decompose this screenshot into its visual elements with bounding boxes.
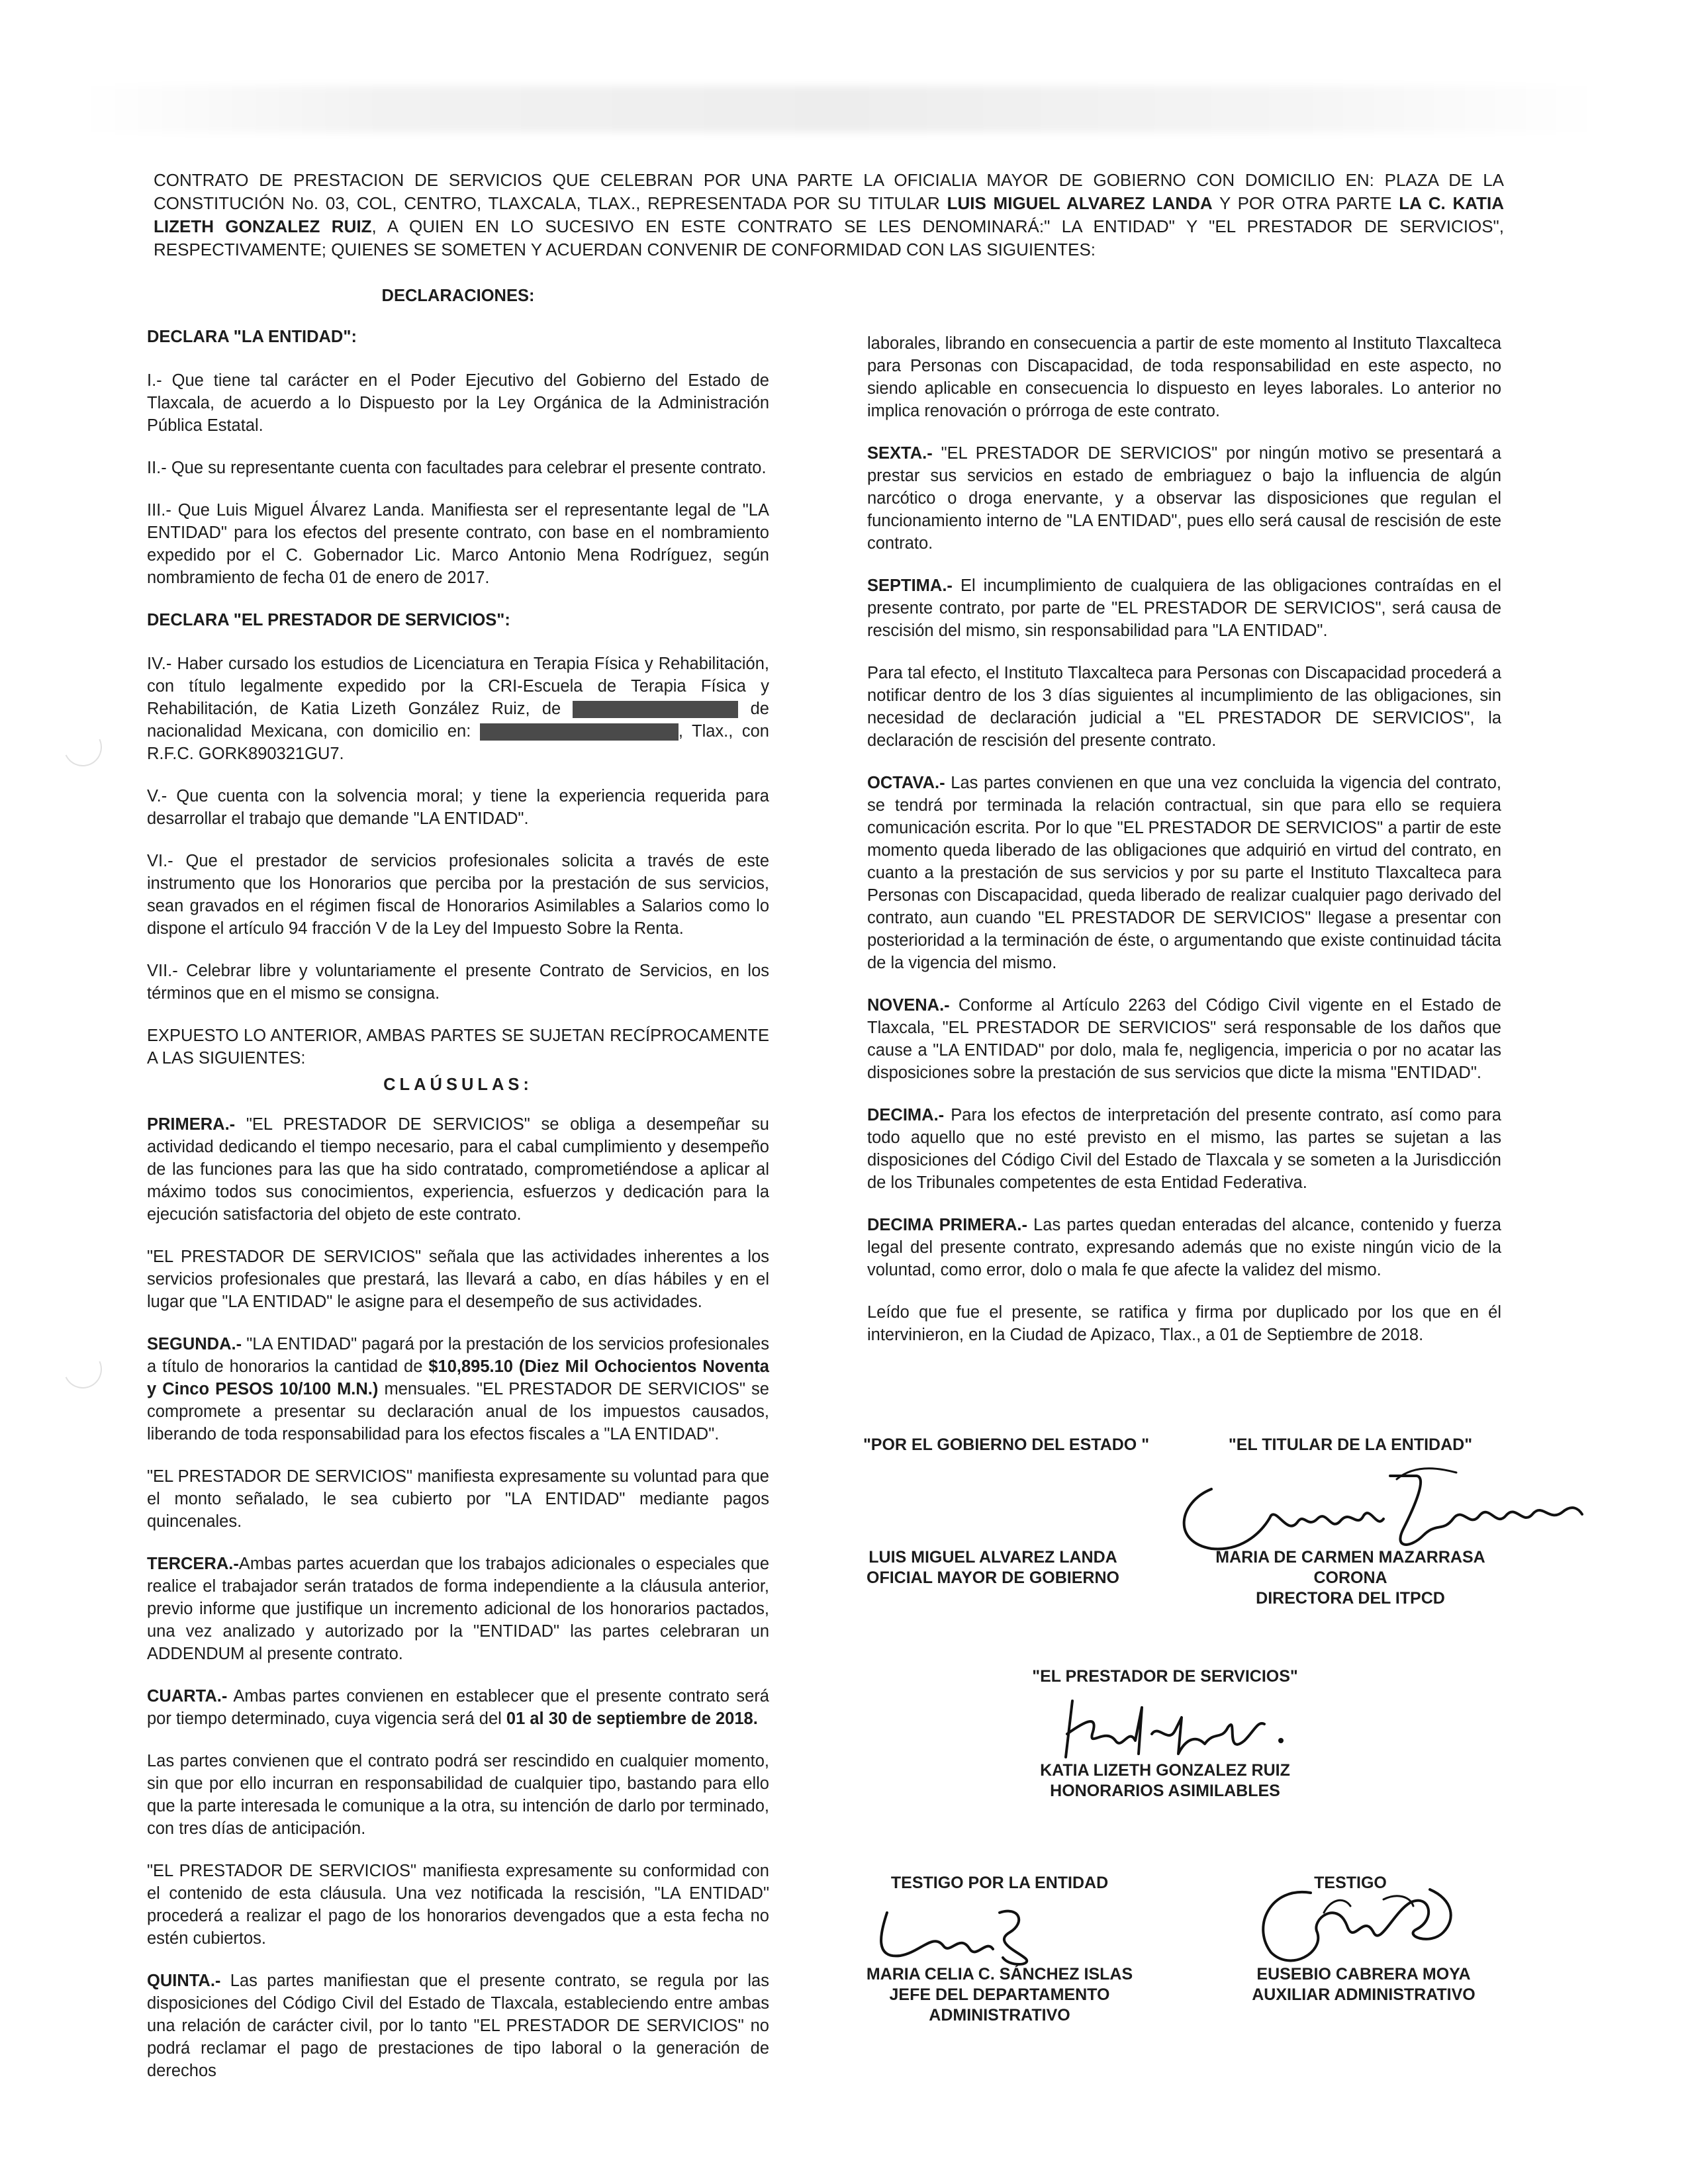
clausula-tercera-text: Ambas partes acuerdan que los trabajos adicionales o especiales que realice el trabajador serán tratados de forma independiente a la cláusula anterior, previo informe que justifique un incremento adicional de los honorarios pactados, una vez analizado y autorizado por la "ENTIDAD" las partes celebraran un ADDENDUM al presente contrato. (147, 1555, 769, 1663)
scan-artifact-band (79, 86, 1602, 132)
clausulas-title: CLAÚSULAS: (383, 1075, 533, 1094)
celia-title-line-2: ADMINISTRATIVO (929, 2006, 1070, 2025)
clausula-segunda-amount: $10,895.10 (Diez Mil Ochocientos Noventa y Cinco PESOS 10/100 M.N.) (147, 1357, 769, 1398)
clausula-septima-b: Para tal efecto, el Instituto Tlaxcalteca para Personas con Discapacidad procederá a notificar dentro de los 3 días siguientes al incumplimiento de las obligaciones, sin necesidad de declaración judicial a "EL PRESTADOR DE SERVICIOS", la declaración de rescisión del presente contrato. (867, 664, 1501, 750)
celia-title-line-1: JEFE DEL DEPARTAMENTO (889, 1985, 1110, 2004)
luis-name: LUIS MIGUEL ALVAREZ LANDA (868, 1548, 1117, 1567)
leido-text: Leído que fue el presente, se ratifica y firma por duplicado por los que en él intervinieron, en la Ciudad de Apizaco, Tlax., a 01 de Septiembre de 2018. (867, 1303, 1501, 1344)
clausula-quinta-label: QUINTA.- (147, 1972, 221, 1990)
testigo-heading: TESTIGO (1314, 1874, 1387, 1892)
declara-prestador-heading: DECLARA "EL PRESTADOR DE SERVICIOS": (147, 611, 510, 629)
clausula-decima-primera (867, 1214, 1501, 1281)
clausula-segunda-text-b: mensuales. "EL PRESTADOR DE SERVICIOS" se compromete a presentar su declaración anual de los impuestos causados, liberando de toda responsabilidad para los efectos fiscales a "LA ENTIDAD". (147, 1380, 769, 1443)
clausula-octava-label: OCTAVA.- (867, 774, 945, 792)
declaracion-iv (147, 653, 769, 765)
declaraciones-title: DECLARACIONES: (381, 287, 535, 305)
clausula-cuarta (147, 1685, 769, 1730)
clausula-sexta-label: SEXTA.- (867, 444, 933, 463)
katia-signature-icon (1053, 1694, 1317, 1767)
clausula-segunda-text-a: "LA ENTIDAD" pagará por la prestación de los servicios profesionales a título de honorarios la cantidad de (147, 1335, 769, 1376)
left-column (147, 285, 769, 2102)
intro-name-luis: LUIS MIGUEL ALVAREZ LANDA (947, 193, 1213, 213)
eusebio-signature-icon (1231, 1873, 1470, 1979)
eusebio-name: EUSEBIO CABRERA MOYA (1256, 1965, 1471, 1983)
testigo-entidad-heading: TESTIGO POR LA ENTIDAD (890, 1874, 1109, 1892)
clausula-segunda-label: SEGUNDA.- (147, 1335, 242, 1353)
intro-text-3: , A QUIEN EN LO SUCESIVO EN ESTE CONTRATO SE LES DENOMINARÁ:" LA ENTIDAD" Y "EL PRESTADOR DE SERVICIOS", RESPECTIVAMENTE; QUIENES SE SOMETEN Y ACUERDAN CONVENIR DE CONFORMIDAD CON LAS SIGUIENTES: (154, 216, 1504, 259)
signatory-eusebio (1218, 1964, 1509, 2005)
redaction-bar-address (480, 723, 679, 741)
maria-name-line-2: CORONA (1313, 1569, 1387, 1587)
eusebio-title: AUXILIAR ADMINISTRATIVO (1252, 1985, 1476, 2004)
clausula-decima-text: Para los efectos de interpretación del presente contrato, así como para todo aquello que no esté previsto en el mismo, las partes se sujetan a las disposiciones del Código Civil del Estado de Tlaxcala y se someten a la Jurisdicción de los Tribunales competentes de esta Entidad Federativa. (867, 1106, 1501, 1192)
signatory-maria (1192, 1547, 1509, 1609)
clausula-tercera (147, 1553, 769, 1665)
clausula-cuarta-b: Las partes convienen que el contrato podrá ser rescindido en cualquier momento, sin que por ello incurran en responsabilidad de cualquier tipo, bastando para ello que la parte interesada le comunique a la otra, su intención de darlo por terminado, con tres días de anticipación. (147, 1752, 769, 1838)
clausula-segunda-c: "EL PRESTADOR DE SERVICIOS" manifiesta expresamente su voluntad para que el monto señalado, le sea cubierto por "LA ENTIDAD" mediante pagos quincenales. (147, 1467, 769, 1531)
clausula-primera-label: PRIMERA.- (147, 1115, 236, 1134)
clausula-decima (867, 1104, 1501, 1194)
clausula-septima-text: El incumplimiento de cualquiera de las obligaciones contraídas en el presente contrato, por parte de "EL PRESTADOR DE SERVICIOS", será causa de rescisión del mismo, sin responsabilidad para "LA ENTIDAD". (867, 576, 1501, 640)
declaracion-iv-text-b: de nacionalidad Mexicana, con domicilio en: (147, 700, 769, 741)
declaracion-iv-text-c: , Tlax., con R.F.C. GORK890321GU7. (147, 722, 769, 763)
signatory-katia (980, 1760, 1350, 1801)
clausula-sexta (867, 442, 1501, 555)
clausula-sexta-text: "EL PRESTADOR DE SERVICIOS" por ningún motivo se presentará a prestar sus servicios en estado de embriaguez o bajo la influencia de algún narcótico o droga enervante, y a observar las disposiciones que regulan el funcionamiento interno de "LA ENTIDAD", pues ello será causal de rescisión de este contrato. (867, 444, 1501, 553)
declaracion-iv-text-a: IV.- Haber cursado los estudios de Licenciatura en Terapia Física y Rehabilitación, con título legalmente expedido por la CRI-Escuela de Terapia Física y Rehabilitación, de Katia Lizeth González Ruiz, de (147, 655, 769, 718)
clausula-cuarta-c: "EL PRESTADOR DE SERVICIOS" manifiesta expresamente su conformidad con el contenido de esta cláusula. Una vez notificada la rescisión, "LA ENTIDAD" procederá a realizar el pago de los honorarios devengados que a esta fecha no estén cubiertos. (147, 1862, 769, 1948)
gobierno-heading: "POR EL GOBIERNO DEL ESTADO " (863, 1435, 1150, 1454)
clausula-quinta (147, 1970, 769, 2082)
clausula-octava-text: Las partes convienen en que una vez concluida la vigencia del contrato, se tendrá por terminada la relación contractual, sin que para ello se requiera comunicación escrita. Por lo que "EL PRESTADOR DE SERVICIOS" a partir de este momento queda liberado de las obligaciones que adquirió en virtud del contrato, en cuanto a la prestación de sus servicios y por su parte el Instituto Tlaxcalteca para Personas con Discapacidad, queda liberado de realizar cualquier pago derivado del contrato, aun cuando "EL PRESTADOR DE SERVICIOS" llegase a presentar con posterioridad a la terminación de éste, o argumentando que existe continuidad tácita de la vigencia del mismo. (867, 774, 1501, 972)
clausula-tercera-label: TERCERA.- (147, 1555, 239, 1573)
right-column (867, 332, 1501, 1366)
clausula-novena-text: Conforme al Artículo 2263 del Código Civil vigente en el Estado de Tlaxcala, "EL PRESTADOR DE SERVICIOS" será responsable de los daños que cause a "LA ENTIDAD" por dolo, mala fe, negligencia, impericia o por no acatar las disposiciones sobre la prestación de sus servicios que dicte la misma "ENTIDAD". (867, 996, 1501, 1082)
clausula-cuarta-label: CUARTA.- (147, 1687, 228, 1706)
katia-name: KATIA LIZETH GONZALEZ RUIZ (1040, 1761, 1290, 1780)
clausula-primera-text: "EL PRESTADOR DE SERVICIOS" se obliga a desempeñar su actividad dedicando el tiempo necesario, para el cabal cumplimiento y desempeño de las funciones para las que ha sido contratado, comprometiéndose a aplicar al máximo todos sus conocimientos, experiencia, esfuerzos y dedicación para la ejecución satisfactoria del objeto de este contrato. (147, 1115, 769, 1224)
intro-name-katia: LA C. KATIA LIZETH GONZALEZ RUIZ (154, 193, 1504, 236)
celia-name: MARIA CELIA C. SÁNCHEZ ISLAS (866, 1965, 1133, 1983)
katia-title: HONORARIOS ASIMILABLES (1050, 1782, 1280, 1800)
clausula-primera (147, 1113, 769, 1226)
maria-signature-icon (1165, 1449, 1589, 1562)
declaracion-vi: VI.- Que el prestador de servicios profesionales solicita a través de este instrumento que los Honorarios que perciba por la prestación de sus servicios, sean gravados en el régimen fiscal de Honorarios Asimilables a Salarios como lo dispone el artículo 94 fracción V de la Ley del Impuesto Sobre la Renta. (147, 852, 769, 938)
declaracion-v: V.- Que cuenta con la solvencia moral; y tiene la experiencia requerida para desarrollar el trabajo que demande "LA ENTIDAD". (147, 787, 769, 828)
clausula-decima-primera-text: Las partes quedan enteradas del alcance, contenido y fuerza legal del presente contrato, expresando además que no existe ningún vicio de la voluntad, como error, dolo o mala fe que afecte la validez del mismo. (867, 1216, 1501, 1279)
prestador-heading: "EL PRESTADOR DE SERVICIOS" (1032, 1667, 1298, 1686)
punch-hole-mark-upper (58, 723, 107, 772)
clausula-cuarta-dates: 01 al 30 de septiembre de 2018. (506, 1709, 758, 1728)
clausula-primera-b: "EL PRESTADOR DE SERVICIOS" señala que las actividades inherentes a los servicios profesionales que prestará, las llevará a cabo, en días hábiles y en el lugar que "LA ENTIDAD" le asigne para el desempeño de sus actividades. (147, 1248, 769, 1311)
clausula-decima-label: DECIMA.- (867, 1106, 945, 1124)
clausula-novena (867, 994, 1501, 1084)
clausula-novena-label: NOVENA.- (867, 996, 950, 1015)
signatory-luis (834, 1547, 1152, 1588)
clausula-octava (867, 772, 1501, 974)
contract-intro (154, 169, 1504, 261)
declaracion-ii: II.- Que su representante cuenta con facultades para celebrar el presente contrato. (147, 459, 767, 477)
expuesto-text: EXPUESTO LO ANTERIOR, AMBAS PARTES SE SUJETAN RECÍPROCAMENTE A LAS SIGUIENTES: (147, 1026, 769, 1068)
intro-text-1: CONTRATO DE PRESTACION DE SERVICIOS QUE CELEBRAN POR UNA PARTE LA OFICIALIA MAYOR DE GOBIERNO CON DOMICILIO EN: PLAZA DE LA CONSTITUCIÓN No. 03, COL, CENTRO, TLAXCALA, TLAX., REPRESENTADA POR SU TITULAR (154, 170, 1504, 213)
clausula-quinta-text: Las partes manifiestan que el presente contrato, se regula por las disposiciones del Código Civil del Estado de Tlaxcala, estableciendo entre ambas una relación de carácter civil, por lo tanto "EL PRESTADOR DE SERVICIOS" no podrá reclamar el pago de prestaciones de tipo laboral o la generación de derechos (147, 1972, 769, 2080)
celia-signature-icon (861, 1893, 1086, 1972)
declaracion-vii: VII.- Celebrar libre y voluntariamente el presente Contrato de Servicios, en los términos que en el mismo se consigna. (147, 962, 769, 1003)
clausula-quinta-continued: laborales, librando en consecuencia a partir de este momento al Instituto Tlaxcalteca para Personas con Discapacidad, de toda responsabilidad en este aspecto, no siendo aplicable en consecuencia lo dispuesto en leyes laborales. Lo anterior no implica renovación o prórroga de este contrato. (867, 334, 1501, 420)
luis-title: OFICIAL MAYOR DE GOBIERNO (867, 1569, 1119, 1587)
clausula-decima-primera-label: DECIMA PRIMERA.- (867, 1216, 1027, 1234)
declara-entidad-heading: DECLARA "LA ENTIDAD": (147, 328, 357, 346)
signatory-celia (841, 1964, 1158, 2026)
titular-heading: "EL TITULAR DE LA ENTIDAD" (1228, 1435, 1473, 1454)
clausula-septima-label: SEPTIMA.- (867, 576, 953, 595)
maria-title: DIRECTORA DEL ITPCD (1256, 1589, 1445, 1608)
declaracion-iii: III.- Que Luis Miguel Álvarez Landa. Manifiesta ser el representante legal de "LA ENTIDAD" para los efectos del presente contrato, con base en el nombramiento expedido por el C. Gobernador Lic. Marco Antonio Mena Rodríguez, según nombramiento de fecha 01 de enero de 2017. (147, 501, 769, 587)
declaracion-i: I.- Que tiene tal carácter en el Poder Ejecutivo del Gobierno del Estado de Tlaxcala, de acuerdo a lo Dispuesto por la Ley Orgánica de la Administración Pública Estatal. (147, 371, 769, 435)
clausula-cuarta-text-a: Ambas partes convienen en establecer que el presente contrato será por tiempo determinado, cuya vigencia será del (147, 1687, 769, 1728)
punch-hole-mark-lower (58, 1345, 107, 1394)
maria-name-line-1: MARIA DE CARMEN MAZARRASA (1215, 1548, 1485, 1567)
intro-text-2: Y POR OTRA PARTE (1212, 193, 1399, 213)
redaction-bar-birth (573, 701, 738, 718)
clausula-septima (867, 574, 1501, 642)
clausula-segunda (147, 1333, 769, 1445)
